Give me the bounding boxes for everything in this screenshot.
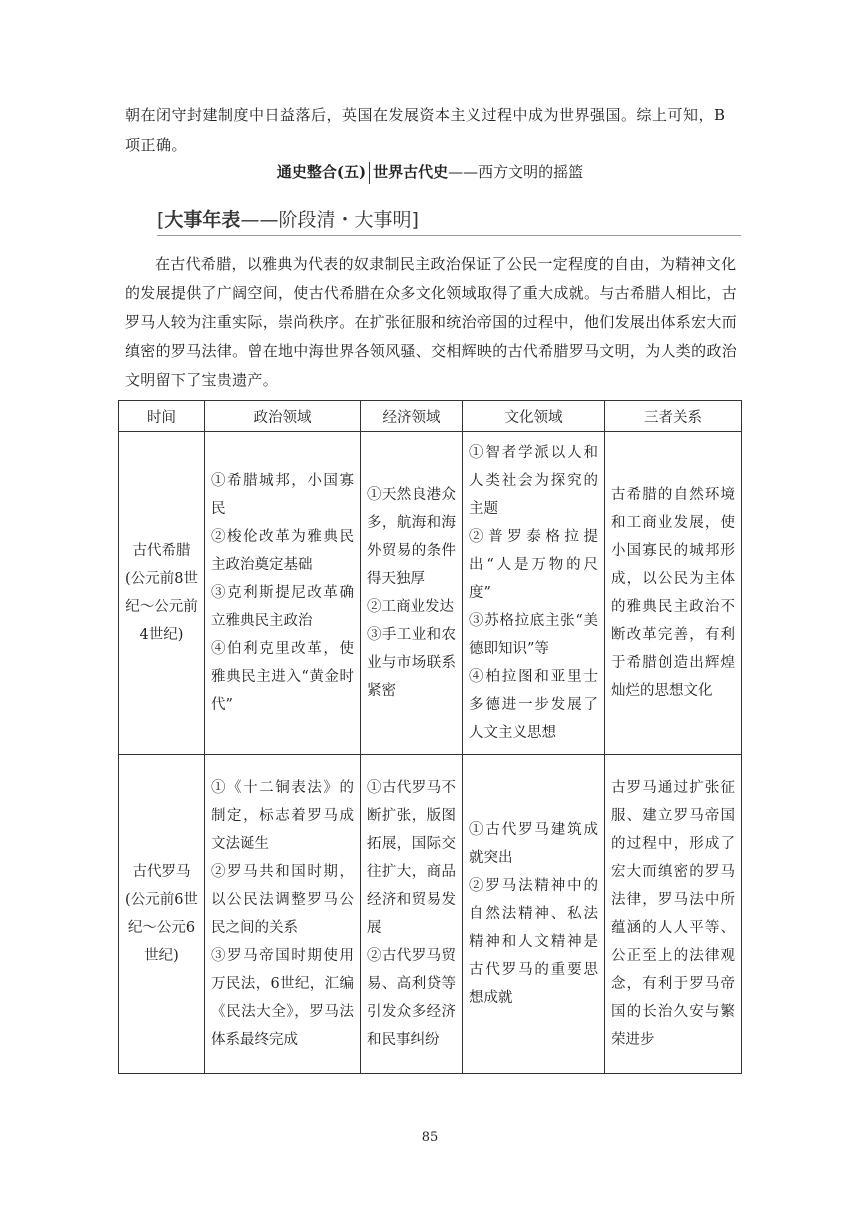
table-header-row bbox=[119, 401, 742, 432]
header-politics: 政治领域 bbox=[205, 401, 361, 432]
intro-paragraph: 在古代希腊，以雅典为代表的奴隶制民主政治保证了公民一定程度的自由，为精神文化的发展提供了广阔空间，使古代希腊在众多文化领域取得了重大成就。与古希腊人相比，古罗马人较为注重实际，崇尚秩序。在扩张征服和统治帝国的过程中，他们发展出体系宏大而缜密的罗马法律。曾在地中海世界各领风骚、交相辉映的古代希腊罗马文明，为人类的政治文明留下了宝贵遗产。 bbox=[125, 255, 738, 389]
cell-politics: ①希腊城邦，小国寡民 ②梭伦改革为雅典民主政治奠定基础 ③克利斯提尼改革确立雅典民主政治 ④伯利克里改革，使雅典民主进入“黄金时代” bbox=[205, 432, 361, 755]
header-relation: 三者关系 bbox=[605, 401, 742, 432]
table-row bbox=[119, 755, 742, 1074]
table-row bbox=[119, 432, 742, 755]
carryover-paragraph: 朝在闭守封建制度中日益落后，英国在发展资本主义过程中成为世界强国。综上可知，B 项正确。 bbox=[125, 106, 726, 154]
cell-relation: 古希腊的自然环境和工商业发展，使小国寡民的城邦形成，以公民为主体的雅典民主政治不断改革完善，有利于希腊创造出辉煌灿烂的思想文化 bbox=[605, 432, 742, 755]
chronology-banner bbox=[157, 206, 741, 236]
cell-economy: ①天然良港众多，航海和海外贸易的条件得天独厚 ②工商业发达 ③手工业和农业与市场联系紧密 bbox=[361, 432, 463, 755]
header-culture: 文化领域 bbox=[463, 401, 605, 432]
heading-divider bbox=[369, 162, 370, 184]
section-subtitle: ——西方文明的摇篮 bbox=[448, 163, 584, 181]
cell-relation: 古罗马通过扩张征服、建立罗马帝国的过程中，形成了宏大而缜密的罗马法律，罗马法中所蕴涵的人人平等、公正至上的法律观念，有利于罗马帝国的长治久安与繁荣进步 bbox=[605, 755, 742, 1074]
page-number: 85 bbox=[421, 1130, 439, 1145]
cell-economy: ①古代罗马不断扩张，版图拓展，国际交往扩大，商品经济和贸易发展 ②古代罗马贸易、高利贷等引发众多经济和民事纠纷 bbox=[361, 755, 463, 1074]
banner-rest: ——阶段清・大事明 bbox=[240, 209, 412, 231]
cell-time: 古代希腊(公元前8世纪～公元前4世纪) bbox=[119, 432, 205, 755]
banner-text: [大事年表——阶段清・大事明] bbox=[157, 209, 419, 231]
cell-culture: ①古代罗马建筑成就突出 ②罗马法精神中的自然法精神、私法精神和人文精神是古代罗马的重要思想成就 bbox=[463, 755, 605, 1074]
cell-time: 古代罗马(公元前6世纪～公元6世纪) bbox=[119, 755, 205, 1074]
chronology-table bbox=[118, 400, 742, 1074]
section-title: 世界古代史 bbox=[373, 163, 449, 181]
section-heading bbox=[0, 160, 860, 184]
cell-culture: ①智者学派以人和人类社会为探究的主题 ②普罗泰格拉提出“人是万物的尺度” ③苏格拉底主张“美德即知识”等 ④柏拉图和亚里士多德进一步发展了人文主义思想 bbox=[463, 432, 605, 755]
banner-bold: 大事年表 bbox=[164, 209, 241, 231]
banner-rule bbox=[157, 235, 741, 236]
cell-politics: ①《十二铜表法》的制定，标志着罗马成文法诞生 ②罗马共和国时期，以公民法调整罗马公民之间的关系 ③罗马帝国时期使用万民法，6世纪，汇编《民法大全》，罗马法体系最终完成 bbox=[205, 755, 361, 1074]
header-time: 时间 bbox=[119, 401, 205, 432]
section-number: 通史整合(五) bbox=[276, 163, 367, 181]
header-economy: 经济领域 bbox=[361, 401, 463, 432]
